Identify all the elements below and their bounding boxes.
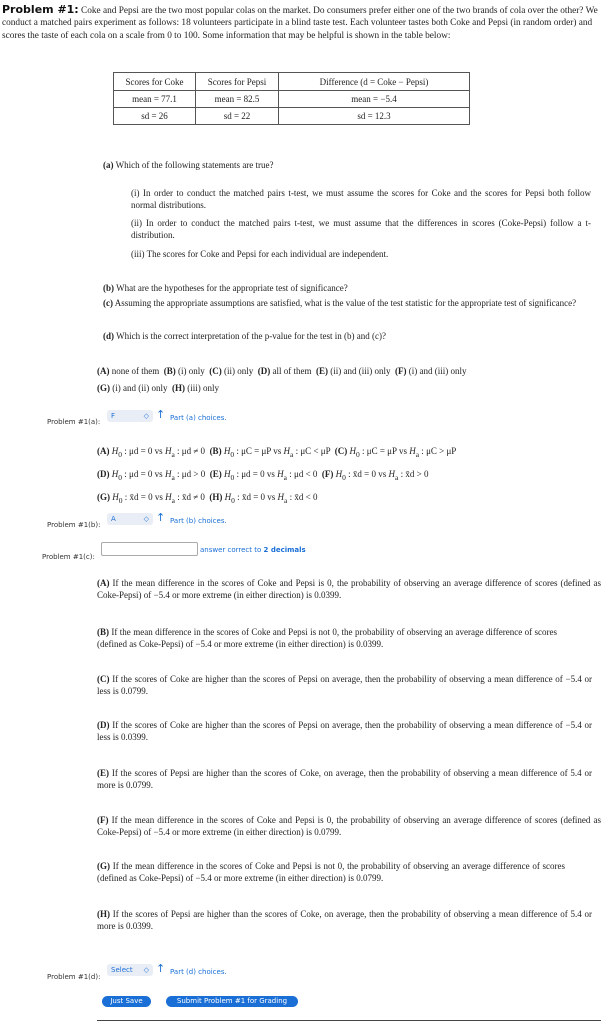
- chevron-updown-icon: ◇: [143, 515, 149, 523]
- part-d-text: Which is the correct interpretation of the p-value for the test in (b) and (c)?: [116, 331, 386, 341]
- h0-text: μC = μP: [241, 446, 271, 456]
- hypothesis-line: (G) $H_0$ : x̄d = 0 vs $H_a$ : x̄d ≠ 0 (H) $H_0$ : x̄d = 0 vs $H_a$ : x̄d < 0: [97, 491, 318, 505]
- h0-text: x̄d = 0: [129, 491, 153, 502]
- part-d-choice-h: [97, 908, 592, 932]
- part-d-choice-f: [97, 814, 601, 838]
- answer-d-select[interactable]: [107, 964, 153, 976]
- part-a-label: (a): [103, 160, 114, 170]
- choice-key: (A): [97, 366, 110, 376]
- choice-text: If the scores of Pepsi are higher than the scores of Coke, on average, then the probability of observing a mean difference of 5.4 or more is 0.0799.: [97, 768, 592, 790]
- choice-text: (i) and (iii) only: [408, 366, 467, 376]
- just-save-button[interactable]: Just Save: [102, 996, 151, 1007]
- choice-key: (H): [97, 909, 110, 919]
- answer-b-label: Problem #1(b):: [47, 521, 101, 529]
- divider: [97, 1020, 601, 1021]
- choice-text: (i) only: [178, 366, 205, 376]
- ha-text: x̄d ≠ 0: [181, 491, 205, 502]
- table-header: Difference (d = Coke − Pepsi): [279, 73, 470, 91]
- choice-text: If the scores of Coke are higher than the scores of Pepsi on average, then the probability of observing a mean difference of −5.4 or less is 0.0399.: [97, 720, 593, 742]
- choice-key: (F): [395, 366, 407, 376]
- choice-key: (H): [172, 383, 185, 393]
- part-d-choice-b: [97, 626, 557, 650]
- choice-key: (E): [97, 768, 109, 778]
- table-header-row: [114, 73, 470, 91]
- answer-a-select[interactable]: [107, 410, 153, 422]
- ha-text: μd < 0: [294, 468, 318, 479]
- table-cell: sd = 26: [114, 108, 196, 125]
- choice-key: (G): [97, 861, 110, 871]
- part-a-choices: [97, 363, 597, 397]
- arrow-up-icon: ↑: [156, 962, 166, 975]
- part-a-choices-link[interactable]: Part (a) choices.: [170, 414, 227, 422]
- answer-d-row: [47, 966, 100, 984]
- arrow-up-icon: ↑: [156, 408, 166, 421]
- choice-key: (D): [97, 468, 110, 479]
- part-d-choice-d: [97, 719, 592, 743]
- table-cell: mean = 82.5: [196, 91, 279, 108]
- problem-header: [2, 4, 602, 42]
- choice-key: (F): [321, 468, 334, 479]
- answer-b-value: A: [111, 515, 116, 523]
- summary-table: [113, 72, 470, 125]
- choice-key: (E): [316, 366, 328, 376]
- h0-text: x̄d = 0: [241, 491, 266, 502]
- answer-a-row: [47, 411, 100, 429]
- table-header: Scores for Pepsi: [196, 73, 279, 91]
- part-b-text: What are the hypotheses for the appropriate test of significance?: [116, 283, 348, 293]
- table-cell: mean = 77.1: [114, 91, 196, 108]
- h0-text: μd = 0: [129, 468, 153, 479]
- ha-text: μd ≠ 0: [181, 446, 206, 456]
- answer-d-label: Problem #1(d):: [47, 973, 101, 981]
- choice-key: (B): [163, 366, 176, 376]
- h0-text: μd = 0: [241, 468, 265, 479]
- choice-text: (i) and (ii) only: [112, 383, 168, 393]
- hypothesis-line: (A) $H_0$ : μd = 0 vs $H_a$ : μd ≠ 0 (B) $H_0$ : μC = μP vs $H_a$ : μC < μP (C) $H_0$ : μC = μP vs $H_a$ : μC > μP: [97, 446, 457, 459]
- choice-key: (G): [97, 491, 110, 502]
- choice-key: (D): [257, 366, 271, 376]
- ha-text: μC > μP: [426, 446, 457, 456]
- choice-key: (C): [334, 446, 348, 456]
- choice-text: If the scores of Coke are higher than the scores of Pepsi on average, then the probability of observing a mean difference of −5.4 or less is 0.0799.: [97, 674, 593, 696]
- part-c-label: (c): [103, 298, 113, 308]
- choice-text: If the mean difference in the scores of Coke and Pepsi is not 0, the probability of observing an average difference of scores (defined as Coke-Pepsi) of −5.4 or more extreme (in either direction) is 0.0799.: [97, 861, 566, 883]
- choice-key: (H): [209, 491, 223, 502]
- part-a-question: [103, 159, 274, 171]
- answer-a-label: Problem #1(a):: [47, 418, 101, 426]
- chevron-updown-icon: ◇: [143, 966, 149, 974]
- part-b-label: (b): [103, 283, 114, 293]
- choice-key: (E): [209, 468, 222, 479]
- part-d-choice-g: [97, 860, 565, 884]
- part-d-label: (d): [103, 331, 114, 341]
- part-c-question: [103, 297, 598, 309]
- table-header: Scores for Coke: [114, 73, 196, 91]
- ha-text: μd > 0: [181, 468, 206, 479]
- part-b-choices: [97, 444, 602, 507]
- part-b-choices-link[interactable]: Part (b) choices.: [170, 517, 227, 525]
- statement-ii: (ii) In order to conduct the matched pairs t-test, we must assume that the differences in scores (Coke-Pepsi) follow a t-distribution.: [131, 218, 591, 240]
- answer-c-row: [42, 546, 95, 564]
- submit-button[interactable]: Submit Problem #1 for Grading: [166, 996, 298, 1007]
- choice-text: (iii) only: [187, 383, 219, 393]
- part-d-question: [103, 330, 598, 342]
- table-cell: sd = 12.3: [279, 108, 470, 125]
- ha-text: μC < μP: [300, 446, 331, 456]
- h0-text: μd = 0: [129, 446, 153, 456]
- choice-key: (C): [97, 674, 110, 684]
- choice-text: If the mean difference in the scores of Coke and Pepsi is 0, the probability of observing an average difference of scores (defined as Coke-Pepsi) of −5.4 or more extreme (in either direction) is 0.0799.: [97, 815, 602, 837]
- choice-text: (ii) and (iii) only: [330, 366, 391, 376]
- statement-i: (i) In order to conduct the matched pairs t-test, we must assume the scores for Coke and the scores for Pepsi both follow normal distributions.: [131, 188, 591, 210]
- ha-text: x̄d < 0: [294, 491, 318, 502]
- chevron-updown-icon: ◇: [143, 412, 149, 420]
- table-row: [114, 108, 470, 125]
- part-d-choice-e: [97, 767, 592, 791]
- answer-c-hint: [200, 546, 306, 554]
- statement-iii: (iii) The scores for Coke and Pepsi for each individual are independent.: [131, 249, 389, 259]
- choice-key: (C): [209, 366, 222, 376]
- choice-text: all of them: [272, 366, 312, 376]
- choice-text: If the mean difference in the scores of Coke and Pepsi is not 0, the probability of observing an average difference of scores (defined as Coke-Pepsi) of −5.4 or more extreme (in either direction) is 0.0399.: [97, 627, 558, 649]
- part-d-choices-link[interactable]: Part (d) choices.: [170, 968, 227, 976]
- part-d-choice-a: [97, 577, 601, 601]
- answer-c-input[interactable]: [101, 542, 198, 556]
- answer-a-value: F: [111, 412, 116, 420]
- answer-c-label: Problem #1(c):: [42, 553, 95, 561]
- part-b-question: [103, 282, 598, 294]
- choice-text: none of them: [111, 366, 160, 376]
- hypothesis-line: (D) $H_0$ : μd = 0 vs $H_a$ : μd > 0 (E) $H_0$ : μd = 0 vs $H_a$ : μd < 0 (F) $H_0$ : x̄d = 0 vs $H_a$ : x̄d > 0: [97, 468, 429, 482]
- choice-text: (ii) only: [224, 366, 254, 376]
- choice-key: (B): [97, 627, 109, 637]
- part-d-choice-c: [97, 673, 592, 697]
- choice-key: (F): [97, 815, 109, 825]
- choice-key: (G): [97, 383, 110, 393]
- problem-intro: Coke and Pepsi are the two most popular colas on the market. Do consumers prefer either one of the two brands of cola over the other? We conduct a matched pairs experiment as follows: 18 volunteers participate in a blind taste test. Each volunteer tastes both Coke and Pepsi (in random order) and scores the taste of each cola on a scale from 0 to 100. Some information that may be helpful is shown in the table below:: [2, 6, 598, 41]
- hint-prefix: answer correct to: [200, 546, 262, 554]
- choice-key: (D): [97, 720, 110, 730]
- ha-text: x̄d > 0: [405, 468, 429, 479]
- arrow-up-icon: ↑: [156, 511, 166, 524]
- table-cell: mean = −5.4: [279, 91, 470, 108]
- answer-b-row: [47, 514, 100, 532]
- part-c-text: Assuming the appropriate assumptions are satisfied, what is the value of the test statistic for the appropriate test of significance?: [114, 298, 577, 308]
- h0-text: x̄d = 0: [352, 468, 376, 479]
- part-a-text: Which of the following statements are true?: [115, 160, 274, 170]
- problem-title: Problem #1:: [2, 3, 79, 16]
- choice-key: (A): [97, 446, 110, 456]
- choice-text: If the mean difference in the scores of Coke and Pepsi is 0, the probability of observing an average difference of scores (defined as Coke-Pepsi) of −5.4 or more extreme (in either direction) is 0.0399.: [97, 578, 601, 600]
- choice-key: (B): [209, 446, 222, 456]
- answer-d-value: Select: [111, 966, 133, 974]
- choice-key: (A): [97, 578, 110, 588]
- choice-text: If the scores of Pepsi are higher than the scores of Coke, on average, then the probability of observing a mean difference of 5.4 or more is 0.0399.: [97, 909, 592, 931]
- h0-text: μC = μP: [366, 446, 397, 456]
- hint-bold: 2 decimals: [263, 546, 306, 554]
- table-row: [114, 91, 470, 108]
- answer-b-select[interactable]: [107, 513, 153, 525]
- table-cell: sd = 22: [196, 108, 279, 125]
